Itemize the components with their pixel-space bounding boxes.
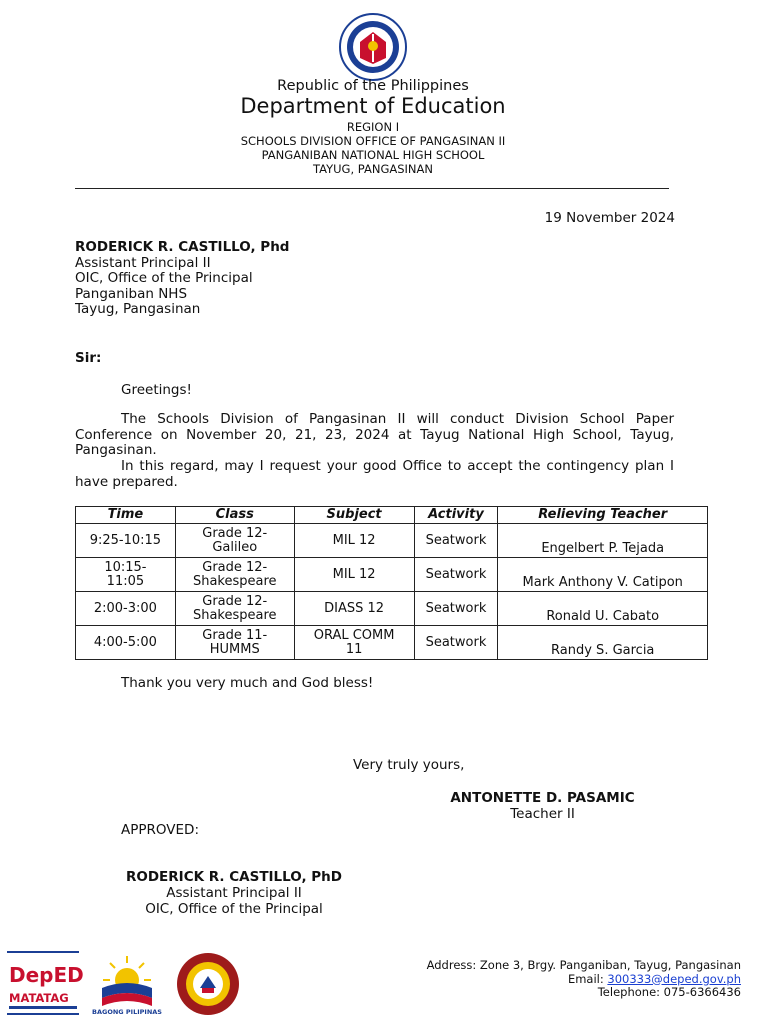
footer-email-line bbox=[427, 973, 741, 987]
cell-time: 10:15- 11:05 bbox=[76, 558, 176, 592]
table-row bbox=[76, 626, 708, 660]
cell-time: 4:00-5:00 bbox=[76, 626, 176, 660]
recipient-line: OIC, Office of the Principal bbox=[75, 270, 253, 286]
thanks-line: Thank you very much and God bless! bbox=[121, 675, 374, 691]
recipient-line: Tayug, Pangasinan bbox=[75, 301, 201, 317]
panganiban-nhs-seal-logo bbox=[177, 953, 239, 1015]
signer-block bbox=[420, 790, 665, 822]
column-header-relieving-teacher: Relieving Teacher bbox=[498, 507, 708, 524]
header-region: REGION I bbox=[346, 120, 400, 134]
cell-relieving-teacher: Randy S. Garcia bbox=[498, 626, 708, 660]
table-row bbox=[76, 524, 708, 558]
footer-contact bbox=[427, 959, 741, 1000]
footer-telephone: Telephone: 075-6366436 bbox=[597, 985, 741, 999]
signer-name: ANTONETTE D. PASAMIC bbox=[450, 790, 635, 806]
approver-name: RODERICK R. CASTILLO, PhD bbox=[125, 869, 342, 885]
column-header-class: Class bbox=[175, 507, 294, 524]
footer-address: Address: Zone 3, Brgy. Panganiban, Tayug, Pangasinan bbox=[426, 958, 741, 972]
salutation: Sir: bbox=[75, 350, 102, 366]
cell-subject: ORAL COMM 11 bbox=[294, 626, 414, 660]
approved-label: APPROVED: bbox=[121, 822, 199, 838]
bagong-pilipinas-wordmark: BAGONG PILIPINAS bbox=[92, 1008, 162, 1016]
table-row bbox=[76, 558, 708, 592]
cell-subject: MIL 12 bbox=[294, 558, 414, 592]
recipient-line: Assistant Principal II bbox=[75, 254, 211, 271]
recipient-name: RODERICK R. CASTILLO, Phd bbox=[75, 239, 290, 255]
footer-email-label: Email: bbox=[567, 971, 608, 986]
cell-class: Grade 12- Galileo bbox=[175, 524, 294, 558]
header-divider bbox=[75, 188, 669, 189]
cell-relieving-teacher: Mark Anthony V. Catipon bbox=[498, 558, 708, 592]
cell-class: Grade 12- Shakespeare bbox=[175, 592, 294, 626]
cell-activity: Seatwork bbox=[414, 592, 498, 626]
cell-relieving-teacher: Engelbert P. Tejada bbox=[498, 524, 708, 558]
header-division: SCHOOLS DIVISION OFFICE OF PANGASINAN II bbox=[240, 134, 506, 148]
body-paragraph-1-text: The Schools Division of Pangasinan II will conduct Division School Paper Conference on November 20, 21, 23, 2024 at Tayug National High School, Tayug, Pangasinan. bbox=[75, 411, 674, 458]
cell-class: Grade 12- Shakespeare bbox=[175, 558, 294, 592]
letter-date: 19 November 2024 bbox=[544, 210, 675, 226]
body-paragraph-1 bbox=[75, 412, 674, 459]
footer-email-link[interactable]: 300333@deped.gov.ph bbox=[607, 971, 741, 986]
contingency-plan-table bbox=[75, 506, 708, 660]
cell-relieving-teacher: Ronald U. Cabato bbox=[498, 592, 708, 626]
table-header-row bbox=[76, 507, 708, 524]
matatag-wordmark: MATATAG bbox=[9, 991, 69, 1005]
greeting: Greetings! bbox=[121, 382, 192, 398]
column-header-time: Time bbox=[76, 507, 176, 524]
closing-line: Very truly yours, bbox=[353, 757, 465, 773]
cell-subject: DIASS 12 bbox=[294, 592, 414, 626]
header-location: TAYUG, PANGASINAN bbox=[313, 162, 433, 176]
deped-matatag-logo bbox=[7, 950, 84, 1016]
cell-activity: Seatwork bbox=[414, 558, 498, 592]
recipient-block bbox=[75, 240, 289, 318]
body-paragraph-2 bbox=[75, 459, 674, 490]
approver-title: Assistant Principal II bbox=[166, 885, 302, 901]
cell-activity: Seatwork bbox=[414, 524, 498, 558]
deped-wordmark: DepED bbox=[9, 963, 84, 987]
bagong-pilipinas-logo bbox=[92, 956, 162, 1016]
cell-subject: MIL 12 bbox=[294, 524, 414, 558]
approver-office: OIC, Office of the Principal bbox=[145, 901, 323, 917]
column-header-activity: Activity bbox=[414, 507, 498, 524]
cell-class: Grade 11- HUMMS bbox=[175, 626, 294, 660]
deped-seal-logo bbox=[338, 12, 408, 82]
footer-logos bbox=[5, 948, 250, 1018]
column-header-subject: Subject bbox=[294, 507, 414, 524]
header-department: Department of Education bbox=[240, 94, 506, 118]
table-row bbox=[76, 592, 708, 626]
cell-time: 2:00-3:00 bbox=[76, 592, 176, 626]
header-republic: Republic of the Philippines bbox=[277, 78, 469, 94]
recipient-line: Panganiban NHS bbox=[75, 285, 188, 302]
signer-title: Teacher II bbox=[510, 806, 575, 822]
approver-block bbox=[118, 869, 350, 917]
header-school: PANGANIBAN NATIONAL HIGH SCHOOL bbox=[261, 148, 485, 162]
cell-time: 9:25-10:15 bbox=[76, 524, 176, 558]
body-paragraph-2-text: In this regard, may I request your good Office to accept the contingency plan I have prepared. bbox=[75, 458, 674, 490]
cell-activity: Seatwork bbox=[414, 626, 498, 660]
